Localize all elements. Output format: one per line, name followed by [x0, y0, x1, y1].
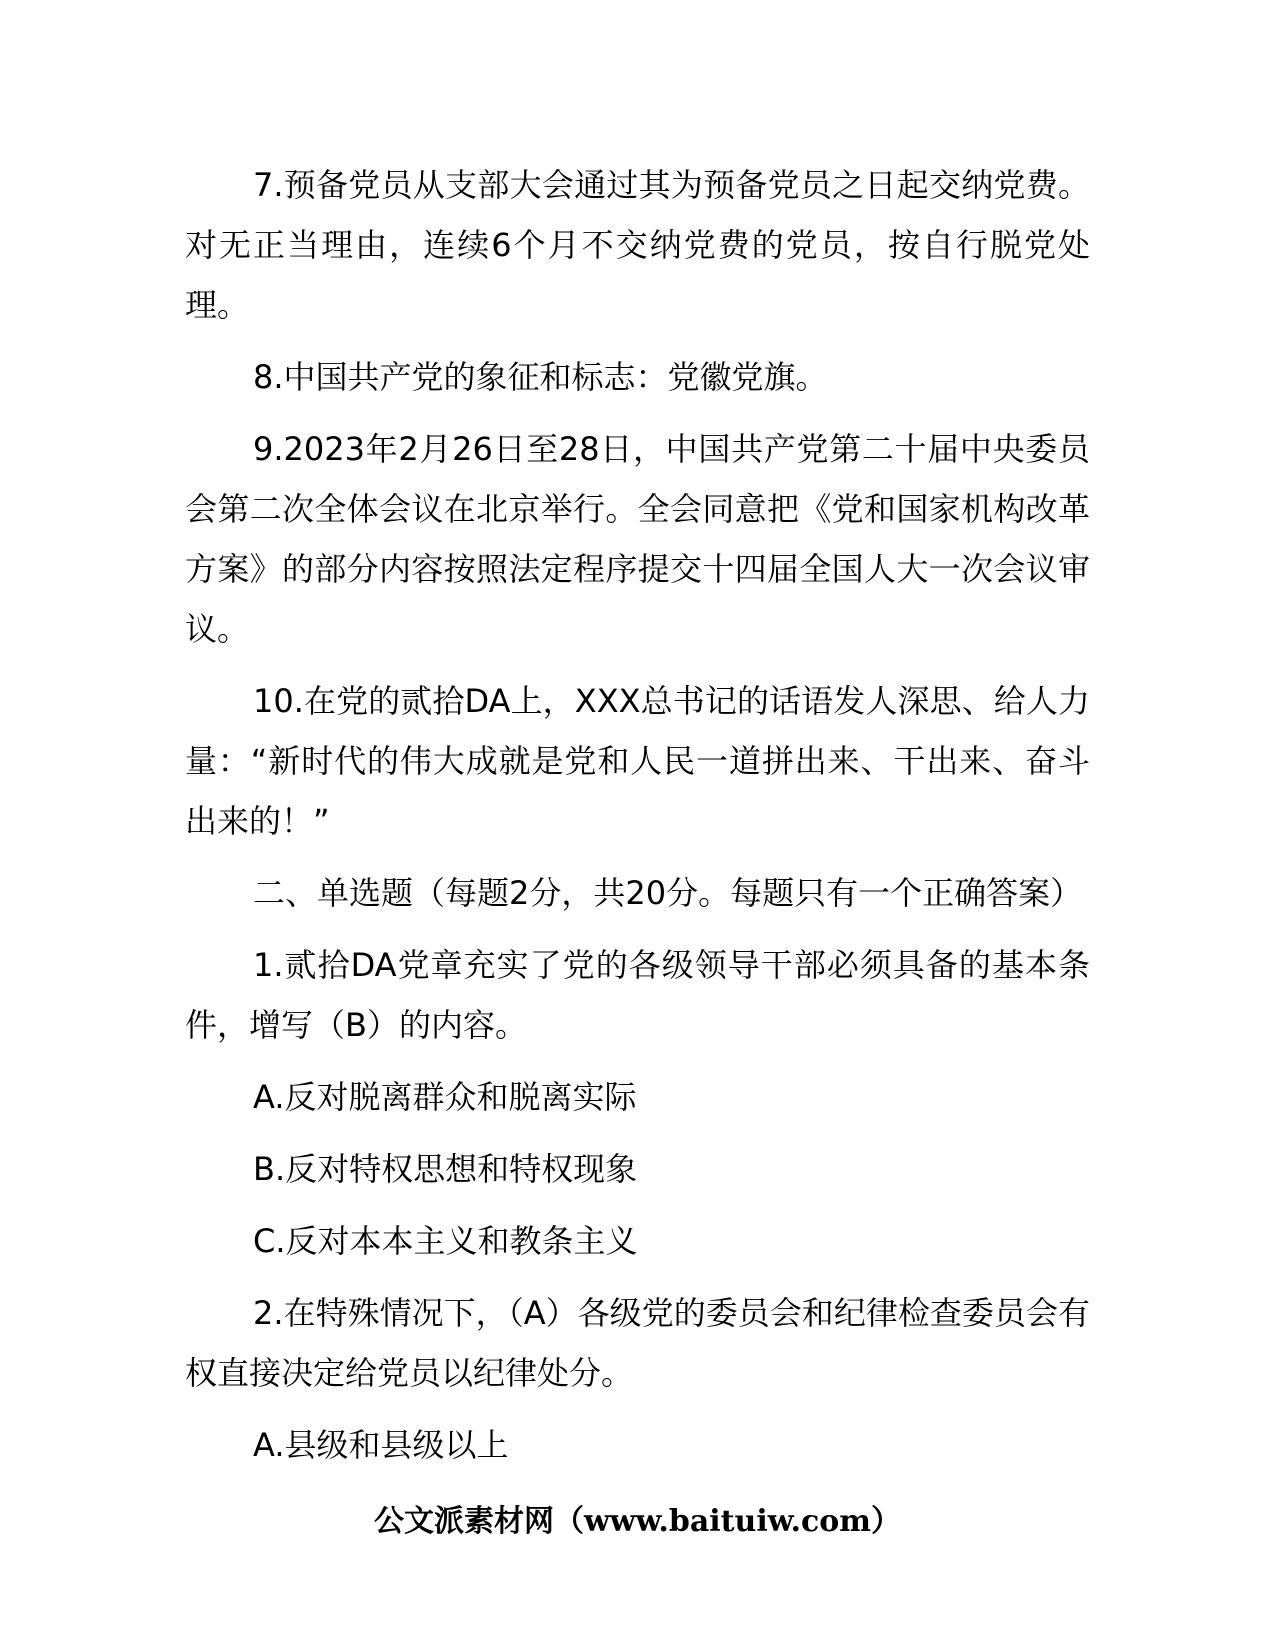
- question-1: 1.贰拾DA党章充实了党的各级领导干部必须具备的基本条件，增写（B）的内容。: [185, 946, 1090, 1044]
- question-1-option-b: B.反对特权思想和特权现象: [253, 1150, 638, 1188]
- footer-watermark: 公文派素材网（www.baituiw.com）: [373, 1504, 902, 1539]
- paragraph-item-7: 7.预备党员从支部大会通过其为预备党员之日起交纳党费。对无正当理由，连续6个月不交纳党费的党员，按自行脱党处理。: [185, 166, 1090, 324]
- question-1-option-a: A.反对脱离群众和脱离实际: [253, 1078, 637, 1116]
- paragraph-item-10: 10.在党的贰拾DA上，XXX总书记的话语发人深思、给人力量：“新时代的伟大成就是党和人民一道拼出来、干出来、奋斗出来的！”: [185, 682, 1090, 840]
- document-body: [185, 155, 1090, 1487]
- question-1-option-c: C.反对本本主义和教条主义: [253, 1222, 638, 1260]
- question-2-option-a: A.县级和县级以上: [253, 1426, 509, 1464]
- section-heading-single-choice: 二、单选题（每题2分，共20分。每题只有一个正确答案）: [253, 874, 1083, 912]
- paragraph-item-9: 9.2023年2月26日至28日，中国共产党第二十届中央委员会第二次全体会议在北京举行。全会同意把《党和国家机构改革方案》的部分内容按照法定程序提交十四届全国人大一次会议审议。: [185, 430, 1090, 648]
- paragraph-item-8: 8.中国共产党的象征和标志：党徽党旗。: [253, 358, 828, 396]
- question-2: 2.在特殊情况下，（A）各级党的委员会和纪律检查委员会有权直接决定给党员以纪律处分。: [185, 1294, 1090, 1392]
